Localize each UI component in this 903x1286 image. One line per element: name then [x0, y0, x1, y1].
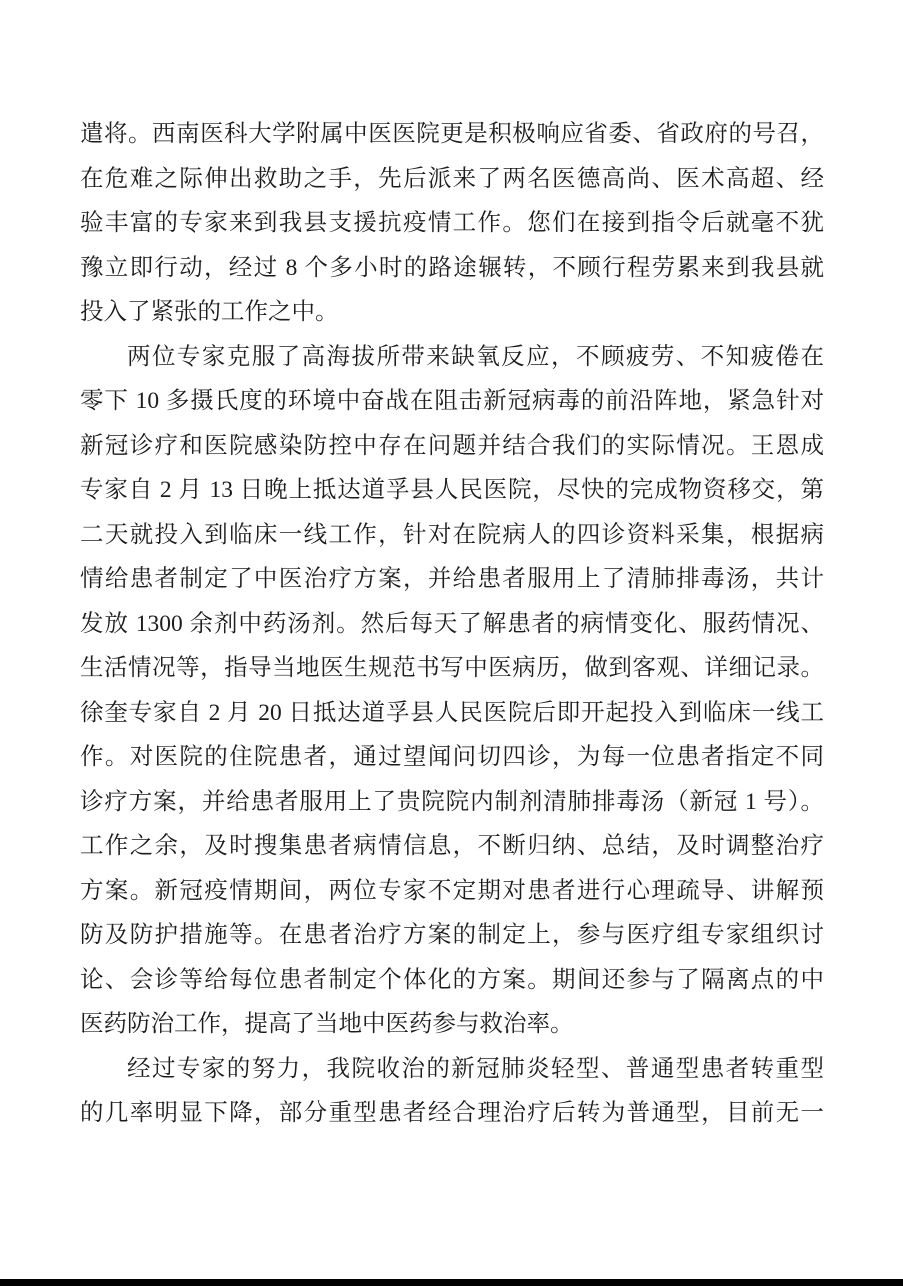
document-body-text: [80, 112, 824, 1136]
scan-edge-bar: [0, 1279, 903, 1286]
text-line: 两位专家克服了高海拔所带来缺氧反应，不顾疲劳、不知疲倦在: [127, 343, 824, 370]
text-line: 二天就投入到临床一线工作，针对在院病人的四诊资料采集，根据病: [80, 521, 824, 548]
text-line: 投入了紧张的工作之中。: [80, 299, 339, 325]
text-line: 经过专家的努力，我院收治的新冠肺炎轻型、普通型患者转重型: [127, 1055, 824, 1082]
text-line: 的几率明显下降，部分重型患者经合理治疗后转为普通型，目前无一: [80, 1100, 824, 1126]
text-line: 医药防治工作，提高了当地中医药参与救治率。: [80, 1011, 574, 1037]
text-line: 论、会诊等给每位患者制定个体化的方案。期间还参与了隔离点的中: [80, 966, 824, 993]
text-line: 生活情况等，指导当地医生规范书写中医病历，做到客观、详细记录。: [80, 655, 824, 681]
text-line: 豫立即行动，经过 8 个多小时的路途辗转，不顾行程劳累来到我县就: [80, 254, 824, 281]
text-line: 专家自 2 月 13 日晚上抵达道孚县人民医院，尽快的完成物资移交，第: [80, 477, 824, 503]
text-line: 情给患者制定了中医治疗方案，并给患者服用上了清肺排毒汤，共计: [80, 566, 824, 592]
text-line: 方案。新冠疫情期间，两位专家不定期对患者进行心理疏导、讲解预: [80, 877, 824, 904]
text-line: 发放 1300 余剂中药汤剂。然后每天了解患者的病情变化、服药情况、: [80, 610, 824, 637]
text-line: 防及防护措施等。在患者治疗方案的制定上，参与医疗组专家组织讨: [80, 922, 824, 948]
text-line: 徐奎专家自 2 月 20 日抵达道孚县人民医院后即开起投入到临床一线工: [80, 699, 824, 726]
text-line: 作。对医院的住院患者，通过望闻问切四诊，为每一位患者指定不同: [80, 744, 824, 770]
text-line: 零下 10 多摄氏度的环境中奋战在阻击新冠病毒的前沿阵地，紧急针对: [80, 388, 824, 414]
text-line: 工作之余，及时搜集患者病情信息，不断归纳、总结，及时调整治疗: [80, 833, 824, 859]
text-line: 遣将。西南医科大学附属中医医院更是积极响应省委、省政府的号召，: [80, 121, 824, 147]
text-line: 在危难之际伸出救助之手，先后派来了两名医德高尚、医术高超、经: [80, 165, 824, 192]
text-line: 新冠诊疗和医院感染防控中存在问题并结合我们的实际情况。王恩成: [80, 432, 824, 459]
text-line: 诊疗方案，并给患者服用上了贵院院内制剂清肺排毒汤（新冠 1 号）。: [80, 788, 824, 815]
text-line: 验丰富的专家来到我县支援抗疫情工作。您们在接到指令后就毫不犹: [80, 210, 824, 236]
